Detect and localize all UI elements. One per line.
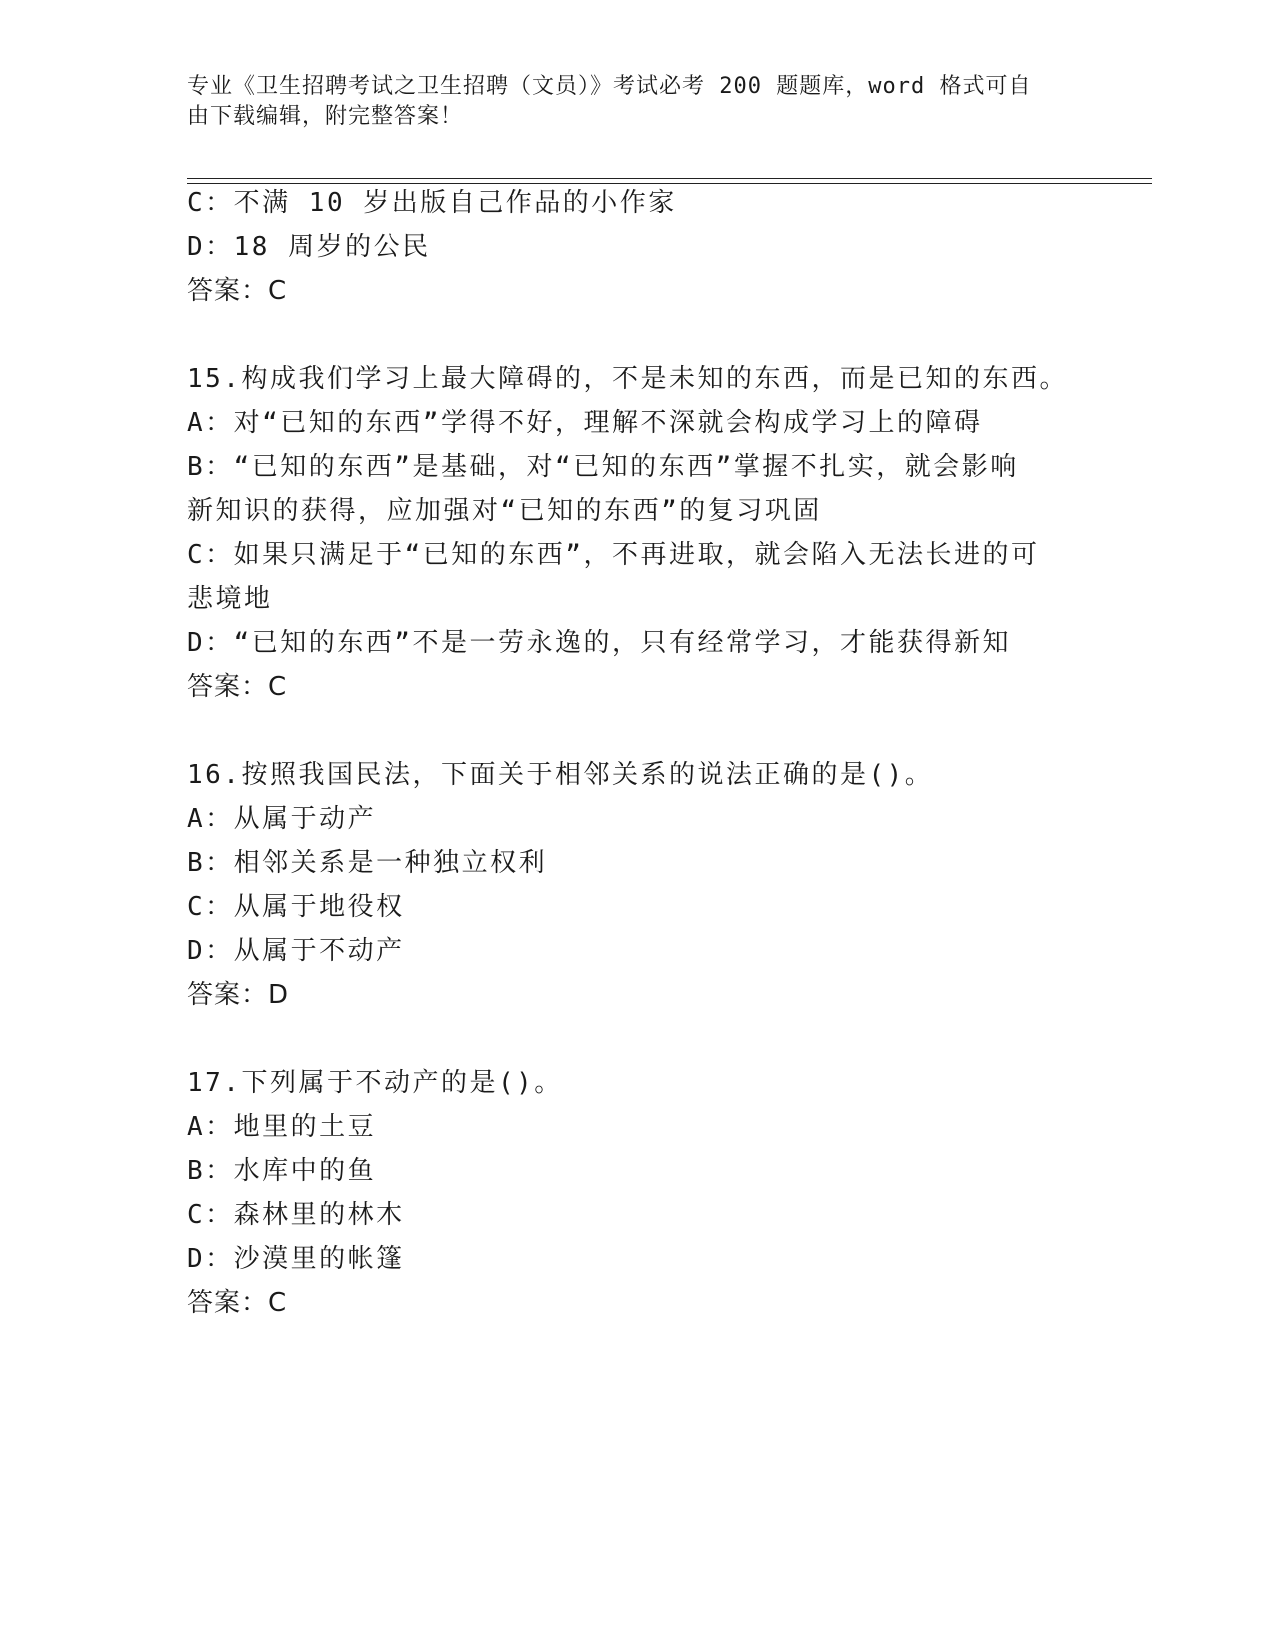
prev-answer: 答案：C (187, 276, 288, 306)
q15-option-c-line-1: C：如果只满足于“已知的东西”，不再进取，就会陷入无法长进的可 (187, 540, 1040, 570)
q16-option-d: D：从属于不动产 (187, 936, 405, 966)
q16-answer: 答案：D (187, 980, 290, 1010)
q17-option-d: D：沙漠里的帐篷 (187, 1244, 405, 1274)
q17-answer: 答案：C (187, 1288, 288, 1318)
q15-option-a: A：对“已知的东西”学得不好，理解不深就会构成学习上的障碍 (187, 408, 983, 438)
prev-option-d: D：18 周岁的公民 (187, 232, 431, 262)
q16-option-c: C：从属于地役权 (187, 892, 405, 922)
q17-question: 17.下列属于不动产的是()。 (187, 1068, 563, 1098)
header-divider-bottom (187, 183, 1152, 184)
q15-option-b-line-1: B：“已知的东西”是基础，对“已知的东西”掌握不扎实，就会影响 (187, 452, 1019, 482)
q15-answer: 答案：C (187, 672, 288, 702)
prev-option-c: C：不满 10 岁出版自己作品的小作家 (187, 188, 677, 218)
q17-option-b: B：水库中的鱼 (187, 1156, 377, 1186)
q17-option-a: A：地里的土豆 (187, 1112, 377, 1142)
q16-option-b: B：相邻关系是一种独立权利 (187, 848, 548, 878)
q16-question: 16.按照我国民法，下面关于相邻关系的说法正确的是()。 (187, 760, 934, 790)
q17-option-c: C：森林里的林木 (187, 1200, 405, 1230)
header-divider-top (187, 178, 1152, 179)
q15-option-b-line-2: 新知识的获得，应加强对“已知的东西”的复习巩固 (187, 496, 822, 526)
header-line-1: 专业《卫生招聘考试之卫生招聘（文员）》考试必考 200 题题库，word 格式可自 (187, 74, 1032, 99)
q15-question: 15.构成我们学习上最大障碍的，不是未知的东西，而是已知的东西。 (187, 364, 1068, 394)
header-line-2: 由下载编辑，附完整答案！ (187, 104, 464, 129)
q15-option-d: D：“已知的东西”不是一劳永逸的，只有经常学习，才能获得新知 (187, 628, 1011, 658)
q16-option-a: A：从属于动产 (187, 804, 377, 834)
document-header (187, 72, 1067, 132)
q15-option-c-line-2: 悲境地 (187, 584, 273, 614)
